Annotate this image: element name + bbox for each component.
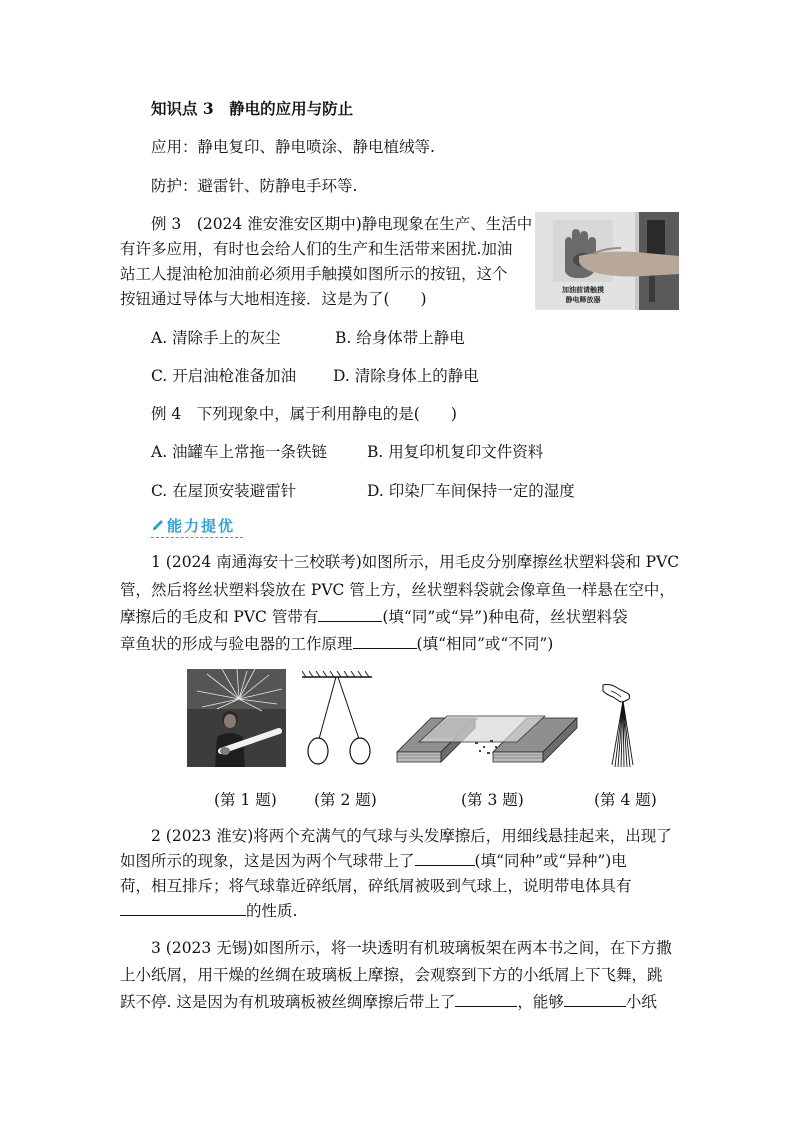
ex4-option-b: B. 用复印机复印文件资料 [367,443,544,461]
ex3-photo [535,212,679,310]
q3-line-3-text-b: ，能够 [517,993,564,1011]
kp3-title: 知识点 3 静电的应用与防止 [151,99,354,118]
q2-line-4 [120,901,297,921]
q3-line-3-text-a: 跃不停. 这是因为有机玻璃板被丝绸摩擦后带上了 [120,993,456,1011]
figure-4-hand [597,681,641,769]
q1-line-1: 1 (2024 南通海安十三校联考)如图所示，用毛皮分别摩擦丝状塑料袋和 PVC [151,553,680,571]
q2-blank-1[interactable] [415,851,475,866]
section-underline [151,537,243,538]
q3-line-3 [120,992,657,1012]
ex4-option-d: D. 印染厂车间保持一定的湿度 [367,482,575,500]
q2-line-4-text-b: 的性质. [246,902,298,920]
q2-line-1: 2 (2023 淮安)将两个充满气的气球与头发摩擦后，用细线悬挂起来，出现了 [151,827,672,845]
ex3-line-1: 例 3 (2024 淮安淮安区期中)静电现象在生产、生活中 [151,215,533,233]
ex3-option-d: D. 清除身体上的静电 [333,367,479,385]
q1-blank-1[interactable] [318,607,382,622]
ex3-option-b: B. 给身体带上静电 [335,329,465,347]
section-heading [151,515,235,536]
q2-line-2-text-a: 如图所示的现象，这是因为两个气球带上了 [120,852,415,870]
ex4-question: 例 4 下列现象中，属于利用静电的是( ) [151,405,457,423]
section-title: 能力提优 [167,517,236,535]
q2-line-3: 荷，相互排斥；将气球靠近碎纸屑，碎纸屑被吸到气球上，说明带电体具有 [120,877,632,895]
figure-2-balloons [302,671,378,767]
q1-line-3-text-b: (填“同”或“异”)种电荷，丝状塑料袋 [382,608,628,626]
q1-line-2: 管，然后将丝状塑料袋放在 PVC 管上方，丝状塑料袋就会像章鱼一样悬在空中， [120,581,675,599]
pencil-icon [151,517,165,535]
q2-line-2-text-b: (填“同种”或“异种”)电 [474,852,627,870]
ex3-photo-label-2: 静电释放器 [565,296,601,304]
q1-line-3 [120,607,628,627]
kp3-application: 应用：静电复印、静电喷涂、静电植绒等. [151,138,435,156]
kp3-prevention: 防护：避雷针、防静电手环等. [151,177,358,195]
q3-blank-2[interactable] [564,992,626,1007]
ex3-line-4: 按钮通过导体与大地相连接．这是为了( ) [120,290,427,308]
q2-line-2 [120,851,627,871]
q1-line-4-text-a: 章鱼状的形成与验电器的工作原理 [120,635,353,653]
q1-line-3-text-a: 摩擦后的毛皮和 PVC 管带有 [120,608,319,626]
ex4-option-c: C. 在屋顶安装避雷针 [151,482,297,500]
ex4-option-a: A. 油罐车上常拖一条铁链 [151,443,328,461]
caption-figure-2: (第 2 题) [314,791,377,809]
ex3-line-2: 有许多应用，有时也会给人们的生产和生活带来困扰.加油 [120,240,513,258]
figure-1-photo [187,669,286,767]
q3-blank-1[interactable] [455,992,517,1007]
q3-line-1: 3 (2023 无锡)如图所示，将一块透明有机玻璃板架在两本书之间，在下方撒 [151,939,672,957]
q1-line-4 [120,634,553,654]
ex3-line-3: 站工人提油枪加油前必须用手触摸如图所示的按钮，这个 [120,265,508,283]
caption-figure-4: (第 4 题) [594,791,657,809]
q1-blank-2[interactable] [353,634,417,649]
q2-blank-2[interactable] [120,901,246,916]
ex3-option-a: A. 清除手上的灰尘 [151,329,281,347]
q3-line-2: 上小纸屑，用干燥的丝绸在玻璃板上摩擦，会观察到下方的小纸屑上下飞舞，跳 [120,966,663,984]
figure-3-books [395,712,579,770]
ex3-option-c: C. 开启油枪准备加油 [151,367,297,385]
caption-figure-3: (第 3 题) [461,791,524,809]
q3-line-3-text-c: 小纸 [625,993,657,1011]
q1-line-4-text-b: (填“相同”或“不同”) [416,635,554,653]
caption-figure-1: (第 1 题) [214,791,277,809]
ex3-photo-label-1: 加油前请触摸 [562,286,604,294]
